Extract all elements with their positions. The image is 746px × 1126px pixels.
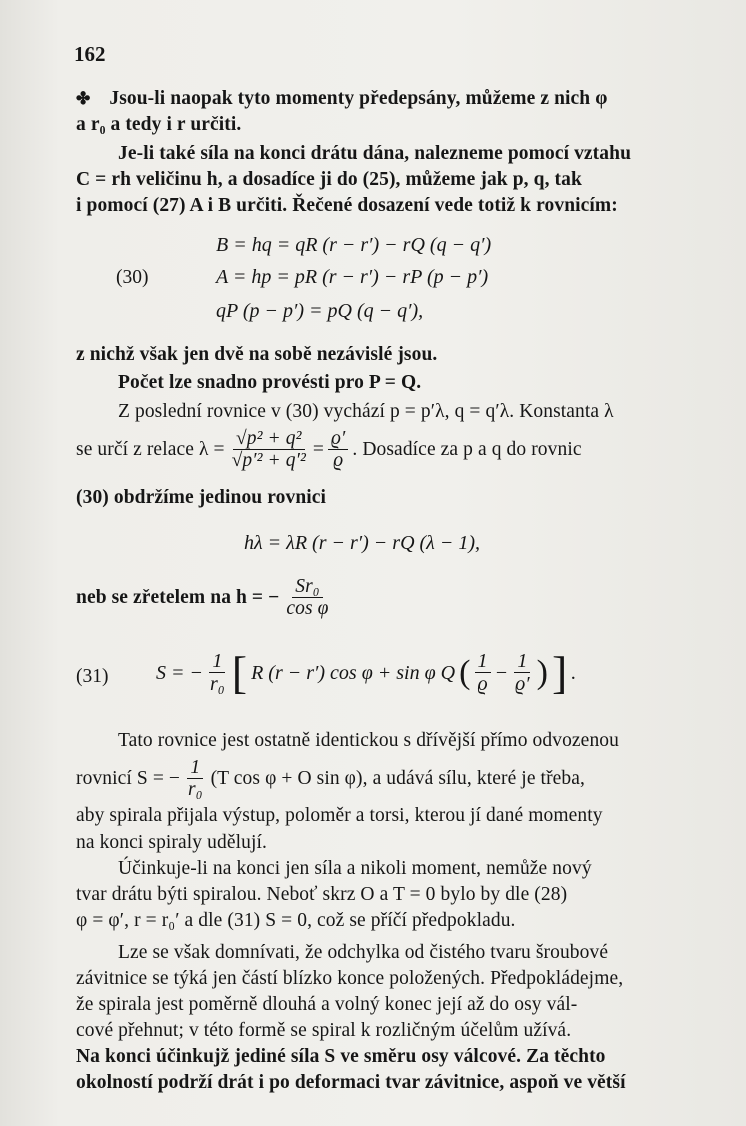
text-line: (30) obdržíme jedinou rovnici	[76, 487, 327, 508]
fraction-numerator: Sr₀	[292, 576, 322, 598]
equation-single: hλ = λR (r − r′) − rQ (λ − 1),	[244, 532, 480, 554]
fraction-denominator: ϱ′	[515, 673, 530, 695]
equation-30-line-1: B = hq = qR (r − r′) − rQ (q − q′)	[216, 234, 492, 256]
paren-close: )	[536, 654, 548, 691]
equation-30-line-2: A = hp = pR (r − r′) − rP (p − p′)	[216, 266, 489, 288]
bracket-close: ]	[551, 647, 568, 698]
text-span: . Dosadíce za p a q do rovnic	[352, 439, 582, 461]
text-line	[76, 757, 585, 802]
text-line: i pomocí (27) A i B určiti. Řečené dosazení vede totiž k rovnicím:	[76, 195, 618, 216]
text-span: (T cos φ + O sin φ), a udává sílu, které je třeba,	[210, 768, 585, 790]
equals-sign: =	[312, 439, 325, 461]
paren-open: (	[459, 654, 471, 691]
eq-fraction	[474, 650, 490, 696]
lambda-fraction	[229, 428, 309, 473]
text-line: Lze se však domnívati, že odchylka od čistého tvaru šroubové	[118, 942, 609, 963]
equation-label-30: (30)	[116, 267, 149, 288]
fraction-numerator: 1	[475, 650, 491, 673]
fraction-denominator: r₀	[188, 779, 203, 801]
text-line: Účinkuje-li na konci jen síla a nikoli moment, nemůže nový	[118, 858, 592, 879]
h-relation-line	[76, 576, 332, 621]
fraction-denominator: cos φ	[286, 598, 329, 620]
fraction-numerator: 1	[209, 650, 225, 673]
ornament-mark: ✤	[76, 89, 91, 108]
h-fraction	[283, 576, 331, 621]
page-number: 162	[74, 42, 106, 66]
eq-fraction	[185, 757, 206, 802]
text-line: okolností podrží drát i po deformaci tvar závitnice, aspoň ve větší	[76, 1072, 626, 1093]
fraction-numerator: ϱ′	[328, 428, 348, 450]
rho-fraction	[328, 428, 348, 473]
equation-31	[156, 647, 577, 698]
eq-fraction	[207, 650, 228, 696]
text-line: závitnice se týká jen částí blízko konce položených. Předpokládejme,	[76, 968, 624, 989]
text-line: že spirala jest poměrně dlouhá a volný konec její až do osy vál-	[76, 994, 578, 1015]
eq-dot: .	[571, 661, 577, 684]
text-line: z nichž však jen dvě na sobě nezávislé jsou.	[76, 344, 438, 365]
text-line: Na konci účinkujž jediné síla S ve směru osy válcové. Za těchto	[76, 1046, 606, 1067]
equation-30-line-3: qP (p − p′) = pQ (q − q′),	[216, 300, 424, 322]
eq-body: R (r − r′) cos φ + sin φ Q	[251, 661, 456, 684]
eq-lhs: S = −	[156, 661, 203, 684]
text-line: na konci spiraly udělují.	[76, 832, 267, 853]
fraction-numerator: √p² + q²	[233, 428, 305, 450]
minus-sign: −	[494, 661, 509, 684]
text-line: Z poslední rovnice v (30) vychází p = p′λ, q = q′λ. Konstanta λ	[118, 401, 614, 422]
text-line: Počet lze snadno provésti pro P = Q.	[118, 372, 422, 393]
fraction-denominator: ϱ	[477, 673, 488, 695]
text-line: C = rh veličinu h, a dosadíce ji do (25), můžeme jak p, q, tak	[76, 169, 582, 190]
text-line	[76, 88, 682, 110]
fraction-denominator: √p′² + q′²	[231, 450, 306, 472]
text-span: neb se zřetelem na h = −	[76, 587, 280, 609]
text-line: tvar drátu býti spiralou. Neboť skrz O a T = 0 bylo by dle (28)	[76, 884, 568, 905]
text-line: aby spirala přijala výstup, poloměr a torsi, kterou jí dané momenty	[76, 805, 603, 826]
equation-label-31: (31)	[76, 666, 109, 687]
text-span: Jsou-li naopak tyto momenty předepsány, můžeme z nich φ	[109, 88, 608, 109]
bracket-open: [	[231, 647, 248, 698]
text-line: φ = φ′, r = r₀′ a dle (31) S = 0, což se příčí předpokladu.	[76, 910, 516, 931]
text-line: Tato rovnice jest ostatně identickou s dřívější přímo odvozenou	[118, 730, 619, 751]
relation-line	[76, 428, 582, 473]
fraction-numerator: 1	[187, 757, 203, 779]
fraction-denominator: r₀	[210, 673, 225, 695]
eq-fraction	[512, 650, 533, 696]
fraction-numerator: 1	[514, 650, 530, 673]
text-line: cové přehnut; v této formě se spiral k rozličným účelům užívá.	[76, 1020, 572, 1041]
fraction-denominator: ϱ	[333, 450, 344, 472]
text-span: se určí z relace λ =	[76, 439, 225, 461]
text-line: Je-li také síla na konci drátu dána, nalezneme pomocí vztahu	[118, 143, 632, 164]
text-span: rovnicí S = −	[76, 768, 180, 790]
text-line: a r₀ a tedy i r určiti.	[76, 114, 242, 135]
